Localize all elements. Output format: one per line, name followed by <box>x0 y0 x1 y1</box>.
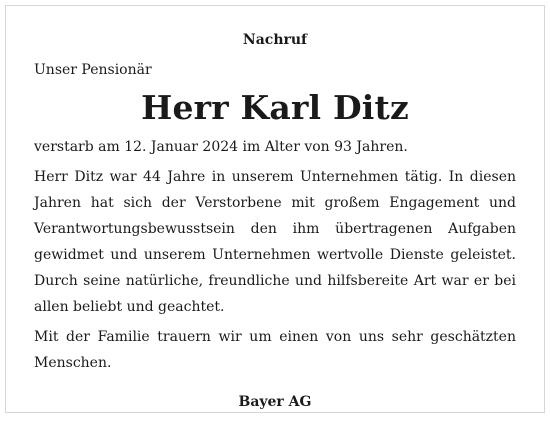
body-paragraph: Herr Ditz war 44 Jahre in unserem Unternehmen tätig. In diesen Jahren hat sich der Verstorbene mit großem Engagement und Verantwortungsbewusstsein den ihm übertragenen Aufgaben gewidmet und unserem Unternehmen wertvolle Dienste geleistet. Durch seine natürliche, freundliche und hilfsbereite Art war er bei allen beliebt und geachtet. <box>34 169 516 315</box>
closing-line: Mit der Familie trauern wir um einen von uns sehr geschätzten Menschen. <box>34 329 516 371</box>
company-signature: Bayer AG <box>238 394 312 410</box>
obituary-notice <box>34 30 516 426</box>
preamble-text: Unser Pensionär <box>34 62 152 78</box>
deceased-name: Herr Karl Ditz <box>141 88 409 127</box>
notice-headline: Nachruf <box>242 32 308 48</box>
death-date-line: verstarb am 12. Januar 2024 im Alter von 93 Jahren. <box>34 139 408 155</box>
